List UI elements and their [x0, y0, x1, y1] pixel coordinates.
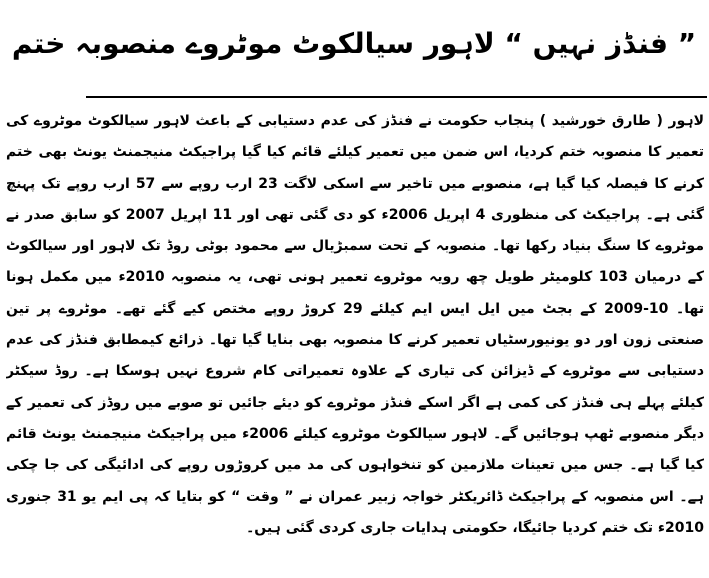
article-paragraph: لاہور ( طارق خورشید ) پنجاب حکومت نے فنڈز کی عدم دستیابی کے باعث لاہور سیالکوٹ موٹروے کی تعمیر کا منصوبہ ختم کردیا، اس ضمن میں تعمیر کیلئے قائم کیا گیا پراجیکٹ منیجمنٹ یونٹ بھی ختم کرنے کا فیصلہ کیا گیا ہے، منصوبے میں تاخیر سے اسکی لاگت 23 ارب روپے سے 57 ارب روپے تک پہنچ گئی ہے۔ پراجیکٹ کی منظوری 4 اپریل 2006ء کو دی گئی تھی اور 11 اپریل 2007 کو سابق صدر نے موٹروے کا سنگ بنیاد رکھا تھا۔ منصوبہ کے تحت سمبڑیال سے محمود بوٹی روڈ تک لاہور اور سیالکوٹ کے درمیان 103 کلومیٹر طویل چھ رویہ موٹروے تعمیر ہونی تھی، یہ منصوبہ 2010ء میں مکمل ہونا تھا۔ 10-2009 کے بجٹ میں ایل ایس ایم کیلئے 29 کروڑ روپے مختص کیے گئے تھے۔ موٹروے پر تین صنعتی زون اور دو یونیورسٹیاں تعمیر کرنے کا منصوبہ بھی بنایا گیا تھا۔ ذرائع کیمطابق فنڈز کی عدم دستیابی سے موٹروے کے ڈیزائن کی تیاری کے علاوہ تعمیراتی کام شروع نہیں ہوسکا ہے۔ روڈ سیکٹر کیلئے پہلے ہی فنڈز کی کمی ہے اگر اسکے فنڈز موٹروے کو دیئے جائیں تو صوبے میں روڈز کی تعمیر کے دیگر منصوبے ٹھپ ہوجائیں گے۔ لاہور سیالکوٹ موٹروے کیلئے 2006ء میں پراجیکٹ منیجمنٹ یونٹ قائم کیا گیا ہے۔ جس میں تعینات ملازمین کو تنخواہوں کی مد میں کروڑوں روپے کی ادائیگی کی جا چکی ہے۔ اس منصوبہ کے پراجیکٹ ڈائریکٹر خواجہ زبیر عمران نے ” وقت “ کو بتایا کہ پی ایم یو 31 جنوری 2010ء تک ختم کردیا جائیگا، حکومتی ہدایات جاری کردی گئی ہیں۔	[6, 113, 704, 536]
headline: ” فنڈز نہیں “ لاہور سیالکوٹ موٹروے منصوبہ ختم	[11, 27, 697, 60]
article-body	[6, 106, 704, 574]
headline-divider	[86, 96, 707, 98]
